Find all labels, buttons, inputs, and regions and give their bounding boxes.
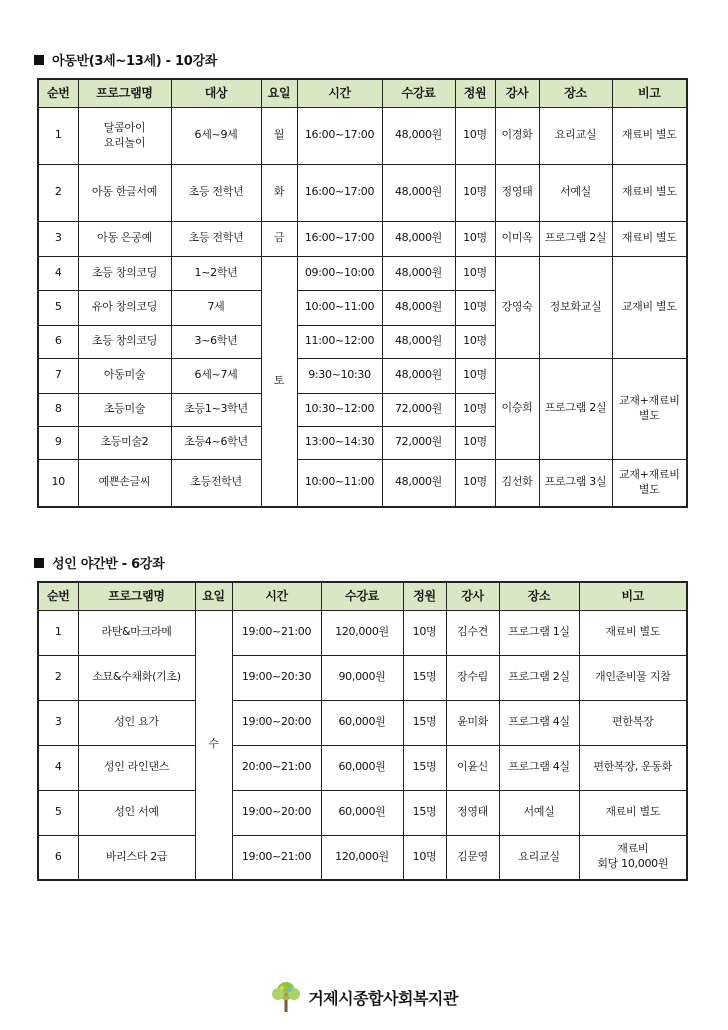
time: 16:00~17:00 (297, 221, 382, 256)
header-cell: 프로그램명 (78, 79, 171, 107)
header-cell: 시간 (297, 79, 382, 107)
row-number: 3 (38, 700, 78, 745)
header-cell: 정원 (455, 79, 495, 107)
target: 초등1~3학년 (171, 393, 261, 426)
program-name: 소묘&수채화(기초) (78, 655, 195, 700)
note: 편한복장 (579, 700, 687, 745)
program-name: 달콤아이 요리놀이 (78, 107, 171, 164)
teacher: 김선화 (495, 459, 539, 507)
table-row (38, 107, 687, 164)
time: 19:00~21:00 (232, 610, 321, 655)
row-number: 6 (38, 325, 78, 358)
target: 초등 전학년 (171, 221, 261, 256)
header-cell: 비고 (579, 582, 687, 610)
time: 16:00~17:00 (297, 107, 382, 164)
capacity: 10명 (455, 164, 495, 221)
row-number: 6 (38, 835, 78, 880)
time: 19:00~20:30 (232, 655, 321, 700)
teacher: 강영숙 (495, 256, 539, 358)
row-number: 7 (38, 358, 78, 393)
row-number: 5 (38, 790, 78, 835)
teacher: 이승희 (495, 358, 539, 459)
target: 초등4~6학년 (171, 426, 261, 459)
target: 6세~7세 (171, 358, 261, 393)
time: 19:00~20:00 (232, 790, 321, 835)
capacity: 10명 (455, 426, 495, 459)
header-cell: 수강료 (382, 79, 455, 107)
weekday: 수 (195, 610, 232, 880)
section-title-children (34, 50, 217, 69)
note: 개인준비물 지참 (579, 655, 687, 700)
header-cell: 수강료 (321, 582, 403, 610)
place: 프로그램 4실 (499, 700, 579, 745)
note: 재료비 별도 (612, 164, 687, 221)
children-program-table (37, 78, 688, 508)
note: 편한복장, 운동화 (579, 745, 687, 790)
fee: 48,000원 (382, 290, 455, 325)
capacity: 10명 (455, 393, 495, 426)
table-row (38, 221, 687, 256)
row-number: 2 (38, 164, 78, 221)
teacher: 윤미화 (446, 700, 499, 745)
note: 재료비 별도 (612, 107, 687, 164)
table-row (38, 610, 687, 655)
square-bullet-icon (34, 55, 44, 65)
capacity: 15명 (403, 700, 446, 745)
teacher: 이윤신 (446, 745, 499, 790)
time: 10:00~11:00 (297, 459, 382, 507)
time: 20:00~21:00 (232, 745, 321, 790)
target: 1~2학년 (171, 256, 261, 290)
fee: 48,000원 (382, 164, 455, 221)
row-number: 10 (38, 459, 78, 507)
fee: 48,000원 (382, 221, 455, 256)
teacher: 장수림 (446, 655, 499, 700)
time: 09:00~10:00 (297, 256, 382, 290)
capacity: 10명 (455, 290, 495, 325)
program-name: 아동미술 (78, 358, 171, 393)
header-cell: 요일 (195, 582, 232, 610)
fee: 120,000원 (321, 610, 403, 655)
target: 3~6학년 (171, 325, 261, 358)
teacher: 정영태 (495, 164, 539, 221)
table-row (38, 790, 687, 835)
tree-logo-icon (270, 980, 302, 1014)
header-cell: 요일 (261, 79, 297, 107)
fee: 48,000원 (382, 325, 455, 358)
place: 서예실 (499, 790, 579, 835)
program-name: 바리스타 2급 (78, 835, 195, 880)
fee: 72,000원 (382, 393, 455, 426)
header-cell: 장소 (499, 582, 579, 610)
header-cell: 정원 (403, 582, 446, 610)
place: 프로그램 2실 (539, 221, 612, 256)
program-name: 예쁜손글씨 (78, 459, 171, 507)
teacher: 이미옥 (495, 221, 539, 256)
place: 요리교실 (499, 835, 579, 880)
header-cell: 대상 (171, 79, 261, 107)
row-number: 1 (38, 107, 78, 164)
note: 교재+재료비 별도 (612, 459, 687, 507)
capacity: 10명 (403, 610, 446, 655)
fee: 48,000원 (382, 256, 455, 290)
teacher: 정영태 (446, 790, 499, 835)
fee: 60,000원 (321, 790, 403, 835)
table-header-row (38, 79, 687, 107)
capacity: 10명 (455, 325, 495, 358)
program-name: 아동 은공예 (78, 221, 171, 256)
row-number: 1 (38, 610, 78, 655)
table-row (38, 700, 687, 745)
target: 7세 (171, 290, 261, 325)
table-row (38, 459, 687, 507)
capacity: 15명 (403, 655, 446, 700)
program-name: 성인 서예 (78, 790, 195, 835)
square-bullet-icon (34, 558, 44, 568)
teacher: 이경화 (495, 107, 539, 164)
footer (0, 980, 728, 1014)
capacity: 10명 (403, 835, 446, 880)
capacity: 10명 (455, 221, 495, 256)
fee: 60,000원 (321, 700, 403, 745)
table-row (38, 745, 687, 790)
section-title-adult (34, 553, 164, 572)
program-name: 초등 창의코딩 (78, 256, 171, 290)
row-number: 4 (38, 745, 78, 790)
fee: 120,000원 (321, 835, 403, 880)
table-row (38, 164, 687, 221)
table-row (38, 358, 687, 393)
place: 정보화교실 (539, 256, 612, 358)
fee: 48,000원 (382, 459, 455, 507)
teacher: 김문영 (446, 835, 499, 880)
note: 재료비 회당 10,000원 (579, 835, 687, 880)
capacity: 15명 (403, 745, 446, 790)
program-name: 초등미술 (78, 393, 171, 426)
section-title-text: 성인 야간반 - 6강좌 (52, 557, 165, 572)
weekday: 금 (261, 221, 297, 256)
fee: 48,000원 (382, 358, 455, 393)
fee: 90,000원 (321, 655, 403, 700)
capacity: 10명 (455, 107, 495, 164)
organization-name: 거제시종합사회복지관 (308, 988, 458, 1008)
table-header-row (38, 582, 687, 610)
time: 10:00~11:00 (297, 290, 382, 325)
weekday: 토 (261, 256, 297, 507)
time: 19:00~21:00 (232, 835, 321, 880)
time: 9:30~10:30 (297, 358, 382, 393)
program-name: 유아 창의코딩 (78, 290, 171, 325)
capacity: 10명 (455, 358, 495, 393)
target: 초등 전학년 (171, 164, 261, 221)
row-number: 9 (38, 426, 78, 459)
target: 초등전학년 (171, 459, 261, 507)
row-number: 3 (38, 221, 78, 256)
program-name: 초등미술2 (78, 426, 171, 459)
header-cell: 프로그램명 (78, 582, 195, 610)
teacher: 김수견 (446, 610, 499, 655)
note: 교재+재료비 별도 (612, 358, 687, 459)
weekday: 월 (261, 107, 297, 164)
weekday: 화 (261, 164, 297, 221)
capacity: 10명 (455, 459, 495, 507)
program-name: 라탄&마크라메 (78, 610, 195, 655)
header-cell: 비고 (612, 79, 687, 107)
place: 프로그램 1실 (499, 610, 579, 655)
place: 프로그램 3실 (539, 459, 612, 507)
table-row (38, 655, 687, 700)
time: 19:00~20:00 (232, 700, 321, 745)
note: 재료비 별도 (579, 610, 687, 655)
fee: 72,000원 (382, 426, 455, 459)
header-cell: 강사 (495, 79, 539, 107)
header-cell: 순번 (38, 79, 78, 107)
program-name: 성인 라인댄스 (78, 745, 195, 790)
header-cell: 강사 (446, 582, 499, 610)
note: 교재비 별도 (612, 256, 687, 358)
row-number: 5 (38, 290, 78, 325)
section-title-text: 아동반(3세~13세) - 10강좌 (52, 54, 217, 69)
place: 프로그램 4실 (499, 745, 579, 790)
time: 11:00~12:00 (297, 325, 382, 358)
header-cell: 시간 (232, 582, 321, 610)
target: 6세~9세 (171, 107, 261, 164)
place: 프로그램 2실 (499, 655, 579, 700)
place: 서예실 (539, 164, 612, 221)
row-number: 8 (38, 393, 78, 426)
time: 16:00~17:00 (297, 164, 382, 221)
program-name: 아동 한글서예 (78, 164, 171, 221)
note: 재료비 별도 (579, 790, 687, 835)
header-cell: 순번 (38, 582, 78, 610)
time: 13:00~14:30 (297, 426, 382, 459)
table-row (38, 256, 687, 290)
time: 10:30~12:00 (297, 393, 382, 426)
row-number: 4 (38, 256, 78, 290)
row-number: 2 (38, 655, 78, 700)
fee: 48,000원 (382, 107, 455, 164)
program-name: 초등 창의코딩 (78, 325, 171, 358)
adult-program-table (37, 581, 688, 881)
header-cell: 장소 (539, 79, 612, 107)
place: 프로그램 2실 (539, 358, 612, 459)
place: 요리교실 (539, 107, 612, 164)
fee: 60,000원 (321, 745, 403, 790)
capacity: 15명 (403, 790, 446, 835)
capacity: 10명 (455, 256, 495, 290)
program-name: 성인 요가 (78, 700, 195, 745)
table-row (38, 835, 687, 880)
note: 재료비 별도 (612, 221, 687, 256)
